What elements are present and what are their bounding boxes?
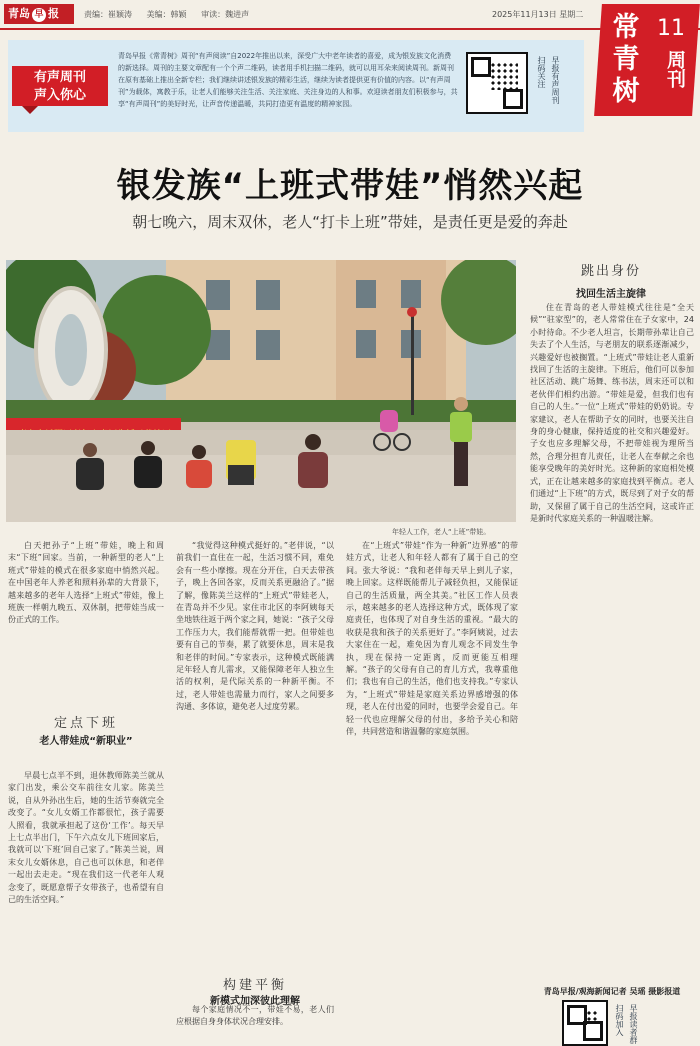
body-column-a2: 早晨七点半不到，退休教师陈美兰就从家门出发，乘公交车前往女儿家。陈美兰说，自从外孙出生后，她的生活节奏就完全改变了。“女儿女婿工作都很忙，孩子需要人照看，我就承担起了这份‘工作’。每天早上七点半出门，下午六点女儿下班回家后，我就可以‘下班’回自己家了。”陈美兰说，周末女儿女婿休息，自己也可以休息，和老伴一起出去走走。“现在我们这一代老年人观念变了，既愿意帮子女带孩子，也希望有自己的生活空间。” [8, 771, 164, 905]
proofreader-credit: 审读：魏进声 [201, 10, 250, 19]
section-1-subtitle: 老人带娃成“新职业” [39, 736, 133, 747]
body-column-b2: 每个家庭情况不一，带娃不易，老人们应根据自身身体状况合理安排。 [176, 1005, 334, 1027]
section-2-title: 构建平衡 [222, 978, 287, 993]
photo-illustration [6, 260, 516, 522]
article-subhead: 朝七晚六，周末双休，老人“打卡上班”带娃，是责任更是爱的奔赴 [132, 213, 568, 231]
body-column-d: 住在青岛的老人带娃模式往往是“全天候”“驻家型”的，老人常常住在子女家中，24小时待命。不少老人坦言，长期带孙辈让自己失去了个人生活，与老朋友的联系逐渐减少，兴趣爱好也被搁置。“上班式”带娃让老人重新找回了生活的主旋律。下班后，他们可以参加社区活动、跳广场舞、练书法，周末还可以和老伙伴们相约出游。“带娃是爱，但我们也有自己的人生。”一位“上班式”带娃的奶奶说。专家建议，老人在帮助子女的同时，也要关注自身的身心健康，保持适度的社交和兴趣爱好。子女也应多理解父母，不把带娃视为理所当然，合理分担育儿责任，让老人在奉献之余也能享受晚年的美好时光。这种新的家庭相处模式，正在让越来越多的家庭找到平衡点。老人们通过“上下班”的方式，既尽到了对子女的帮助，又保留了属于自己的生活空间，这或许正是新时代家庭关系的一种温暖注解。 [530, 303, 694, 523]
reader-group-qr-code[interactable] [562, 1000, 608, 1046]
newspaper-logo[interactable] [4, 4, 74, 24]
masthead-title: 常青树 [612, 12, 640, 107]
body-column-b: “我觉得这种模式挺好的。”老伴说，“以前我们一直住在一起，生活习惯不同，难免会有一些小摩擦。现在分开住，白天去带孩子，晚上各回各家，反而关系更融洽了。”据了解，像陈美兰这样的“上班式”带娃老人，在青岛并不少见。家住市北区的李阿姨每天坐地铁往返于两个家之间，她说：“孩子父母工作压力大，我们能帮就帮一把。但带娃也要有自己的节奏，累了就要休息，周末是我和老伴的时间。”专家表示，这种模式既能满足年轻人育儿需求，又能保障老年人独立生活的权利，是代际关系的一种新平衡。不过，老人带娃也需量力而行，家人之间要多沟通、多体谅，避免老人过度劳累。 [176, 541, 334, 712]
sidebar-title: 跳出身份 [580, 264, 641, 279]
promo-tag [12, 66, 108, 106]
editor-credit: 责编：崔颖涛 [84, 10, 132, 19]
article-photo [6, 260, 516, 522]
article-byline: 青岛早报/观海新闻记者 吴瑶 摄影报道 [543, 987, 681, 996]
promo-text: 青岛早报《常青树》周刊“有声阅读”自2022年推出以来，深受广大中老年读者的喜爱，成为银发族文化消费的新选择。周刊的主要文章配有一个个声二维码，读者用手机扫描二维码，就可以用耳朵来阅读周刊。新周刊在原有基础上推出全新专栏；我们继续讲述银发族的精彩生活，继续为读者提供更有价值的内容。以“有声周刊”为载体，寓教于乐，让老人们能够关注生活、关注家庭、关注身边的人和事。欢迎读者朋友们积极参与，共享“有声周刊”的美好时光，让声音传递温暖，共同打造更有温度的精神家园。 [118, 52, 458, 108]
promo-qr-label-1: 扫码关注 [537, 56, 546, 88]
promo-tag-line-2: 声入你心 [33, 88, 86, 103]
promo-qr-label-2: 早报有声周刊 [551, 56, 560, 104]
section-1-title: 定点下班 [53, 716, 118, 731]
promo-qr-code[interactable] [466, 52, 528, 114]
logo-suffix: 报 [48, 7, 59, 20]
body-column-a: 白天把孙子“上班”带娃，晚上和周末“下班”回家。当前，一种新型的老人“上班式”带娃的模式在很多家庭中悄然兴起。在中国老年人养老和照料孙辈的大背景下，越来越多的老年人选择“上班式”带娃，像上班族一样朝九晚五、双休制，把带娃当成一份正式的工作。 [8, 541, 164, 625]
masthead [590, 4, 696, 116]
logo-badge: 早 [32, 8, 46, 22]
sidebar-section [528, 260, 694, 300]
designer-credit: 美编：韩颖 [146, 10, 187, 19]
sidebar-subtitle: 找回生活主旋律 [576, 289, 646, 300]
photo-caption: 年轻人工作，老人“上班”带娃。 [392, 528, 491, 536]
logo-text: 青岛 [8, 7, 30, 20]
reader-qr-label-2: 早报读者群 [629, 1004, 638, 1044]
section-2-subtitle: 新模式加深彼此理解 [210, 996, 300, 1007]
article-headline: 银发族“上班式带娃”悄然兴起 [116, 166, 584, 206]
masthead-kind: 周刊 [664, 50, 686, 88]
reader-qr-label-1: 扫码加入 [615, 1004, 624, 1036]
body-column-c: 在“上班式”带娃“作为一种新”边界感”的带娃方式，让老人和年轻人都有了属于自己的空间。张大爷说：“我和老伴每天早上到儿子家，晚上回家。这样既能帮儿子减轻负担，又能保证自己的生活质量，两全其美。”社区工作人员表示，越来越多的老人选择这种方式，既体现了家庭责任，也体现了对自身生活的重视。“最大的收获是我和孩子的关系更好了。”李阿姨说，过去大家住在一起，难免因为育儿观念不同发生争执，现在保持一定距离，反而更能互相理解。“孩子的父母有自己的育儿方式，我尊重他们；我也有自己的生活，他们也支持我。”专家认为，“上班式”带娃是家庭关系边界感增强的体现，老人在付出爱的同时，也要学会爱自己。年轻一代也应理解父母的付出，多给予关心和陪伴，共同营造和谐温馨的家庭氛围。 [346, 541, 518, 737]
issue-date: 2025年11月13日 星期二 [492, 10, 584, 19]
staff-credits [84, 9, 261, 20]
promo-tag-line-1: 有声周刊 [33, 70, 86, 85]
masthead-issue-number: 11 [657, 16, 685, 41]
